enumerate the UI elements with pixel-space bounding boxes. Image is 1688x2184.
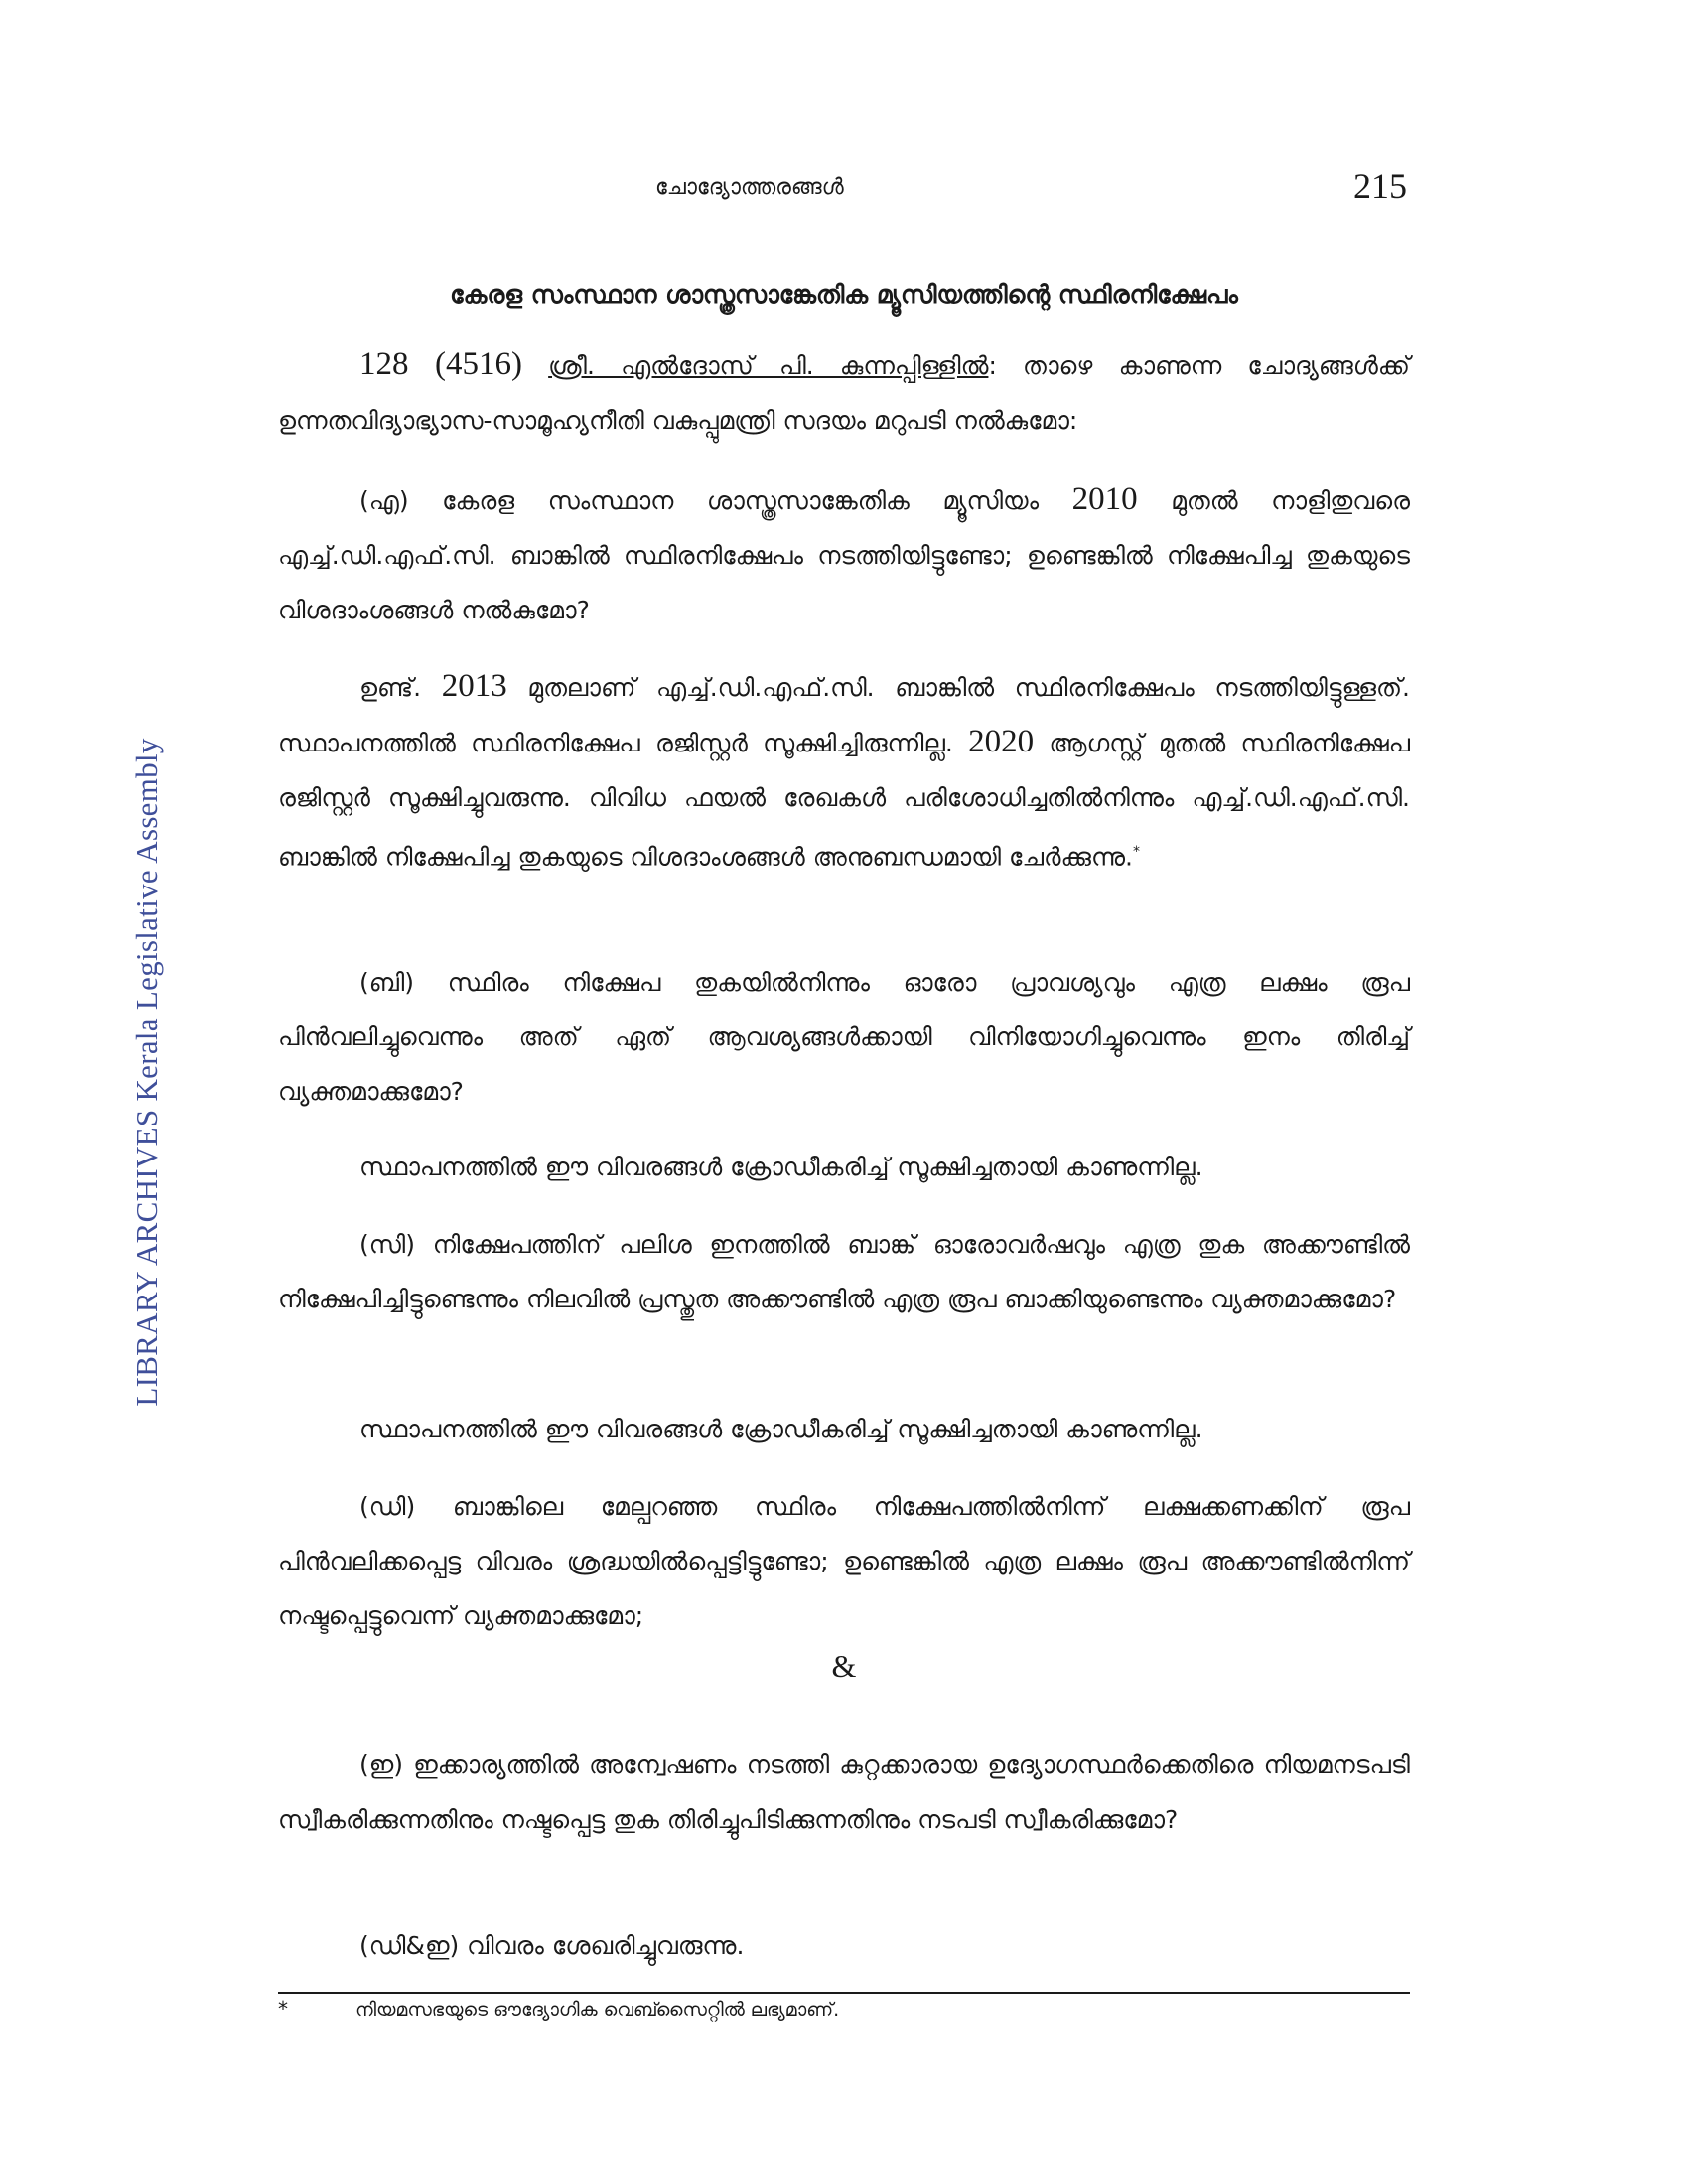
footnote-text: നിയമസഭയുടെ ഔദ്യോഗിക വെബ്സൈറ്റിൽ ലഭ്യമാണ്. [355,1999,840,2021]
question-e: (ഇ) ഇക്കാര്യത്തിൽ അന്വേഷണം നടത്തി കുറ്റക്കാരായ ഉദ്യോഗസ്ഥർക്കെതിരെ നിയമനടപടി സ്വീകരിക്കുന്നതിനും നഷ്ടപ്പെട്ട തുക തിരിച്ചുപിടിക്കുന്നതിനും നടപടി സ്വീകരിക്കുമോ? [278,1750,1410,1834]
question-a-text: (എ) കേരള സംസ്ഥാന ശാസ്ത്രസാങ്കേതിക മ്യൂസിയം [359,486,1072,515]
question-d: (ഡി) ബാങ്കിലെ മേല്പറഞ്ഞ സ്ഥിരം നിക്ഷേപത്തിൽനിന്ന് ലക്ഷക്കണക്കിന് രൂപ പിൻവലിക്കപ്പെട്ട വിവരം ശ്രദ്ധയിൽപ്പെട്ടിട്ടുണ്ടോ; ഉണ്ടെങ്കിൽ എത്ര ലക്ഷം രൂപ അക്കൗണ്ടിൽനിന്ന് നഷ്ടപ്പെട്ടുവെന്ന് വ്യക്തമാക്കുമോ; [278,1492,1410,1630]
member-name: ശ്രീ. എൽദോസ് പി. കുന്നപ്പിള്ളിൽ [548,351,989,380]
footnote-reference: * [1132,844,1140,860]
answer-a [278,659,1410,884]
question-intro-text: : താഴെ കാണുന്ന ചോദ്യങ്ങൾക്ക് ഉന്നതവിദ്യാഭ്യാസ-സാമൂഹ്യനീതി വകുപ്പുമന്ത്രി സദയം മറുപടി നൽകുമോ: [278,351,1410,435]
answer-a-text-end: ആഗസ്റ്റ് മുതൽ സ്ഥിരനിക്ഷേപ രജിസ്റ്റർ സൂക്ഷിച്ചുവരുന്നു. വിവിധ ഫയൽ രേഖകൾ പരിശോധിച്ചതിൽനിന്നും എച്ച്.ഡി.എഫ്.സി. ബാങ്കിൽ നിക്ഷേപിച്ച തുകയുടെ വിശദാംശങ്ങൾ അനുബന്ധമായി ചേർക്കുന്നു. [278,729,1410,872]
ampersand-separator: & [831,1648,857,1684]
question-c: (സി) നിക്ഷേപത്തിന് പലിശ ഇനത്തിൽ ബാങ്ക് ഓരോവർഷവും എത്ര തുക അക്കൗണ്ടിൽ നിക്ഷേപിച്ചിട്ടുണ്ടെന്നും നിലവിൽ പ്രസ്തുത അക്കൗണ്ടിൽ എത്ര രൂപ ബാക്കിയുണ്ടെന്നും വ്യക്തമാക്കുമോ? [278,1230,1410,1313]
running-header: ചോദ്യോത്തരങ്ങൾ [655,175,844,200]
answer-a-year-1: 2013 [441,668,507,704]
question-a [278,473,1410,637]
answer-a-text-cont: മുതലാണ് എച്ച്.ഡി.എഫ്.സി. ബാങ്കിൽ സ്ഥിരനിക്ഷേപം നടത്തിയിട്ടുള്ളത്. സ്ഥാപനത്തിൽ സ്ഥിരനിക്ഷേപ രജിസ്റ്റർ സൂക്ഷിച്ചിരുന്നില്ല. [278,673,1410,757]
question-a-text-cont: മുതൽ നാളിതുവരെ എച്ച്.ഡി.എഫ്.സി. ബാങ്കിൽ സ്ഥിരനിക്ഷേപം നടത്തിയിട്ടുണ്ടോ; ഉണ്ടെങ്കിൽ നിക്ഷേപിച്ച തുകയുടെ വിശദാംശങ്ങൾ നൽകുമോ? [278,486,1410,624]
answer-c: സ്ഥാപനത്തിൽ ഈ വിവരങ്ങൾ ക്രോഡീകരിച്ച് സൂക്ഷിച്ചതായി കാണുന്നില്ല. [359,1415,1203,1443]
answer-b: സ്ഥാപനത്തിൽ ഈ വിവരങ്ങൾ ക്രോഡീകരിച്ച് സൂക്ഷിച്ചതായി കാണുന്നില്ല. [359,1153,1203,1181]
question-b: (ബി) സ്ഥിരം നിക്ഷേപ തുകയിൽനിന്നും ഓരോ പ്രാവശ്യവും എത്ര ലക്ഷം രൂപ പിൻവലിച്ചുവെന്നും അത് ഏത് ആവശ്യങ്ങൾക്കായി വിനിയോഗിച്ചുവെന്നും ഇനം തിരിച്ച് വ്യക്തമാക്കുമോ? [278,968,1410,1106]
answer-a-year-2: 2020 [968,724,1035,759]
question-title: കേരള സംസ്ഥാന ശാസ്ത്രസാങ്കേതിക മ്യൂസിയത്തിന്റെ സ്ഥിരനിക്ഷേപം [450,280,1238,309]
footnote-divider [278,1992,1410,1994]
answer-d-e: (ഡി&ഇ) വിവരം ശേഖരിച്ചുവരുന്നു. [359,1931,745,1960]
answer-a-text: ഉണ്ട്. [359,673,442,702]
question-intro [278,338,1410,448]
question-number: 128 (4516) [359,346,522,382]
footnote [278,1997,1410,2021]
footnote-mark: * [278,1997,288,2021]
library-archives-watermark: LIBRARY ARCHIVES Kerala Legislative Assembly [129,738,164,1407]
question-a-year: 2010 [1071,481,1138,517]
page-number: 215 [1353,166,1407,205]
